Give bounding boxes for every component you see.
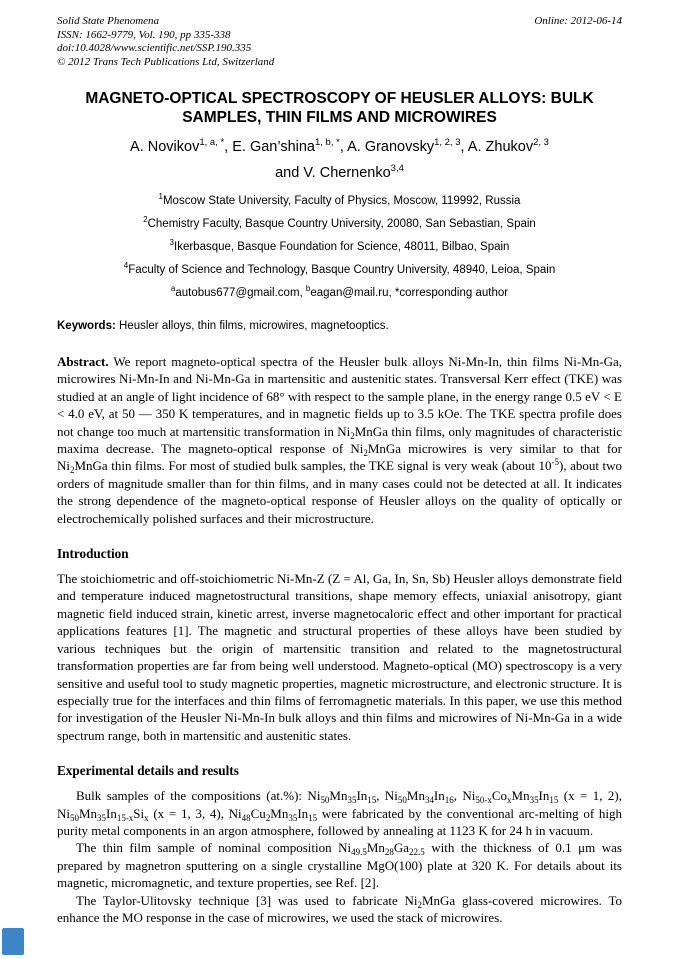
journal-header-left <box>57 15 274 69</box>
experimental-paragraph-1: Bulk samples of the compositions (at.%): $Ni_{50}Mn_{35}In_{15}$, $Ni_{50}Mn_{34}In_{16}$, $Ni_{50-x}Co_xMn_{35}In_{15}$ (x = 1, 2), $Ni_{50}Mn_{35}In_{15-x}Si_x$ (x = 1, 3, 4), $Ni_{48}Cu_2Mn_{35}In_{15}$ were fabricated by the conventional arc-melting of high purity metal components in an argon atmosphere, followed by annealing at 1123 K for 24 h in vacuum. <box>57 788 623 838</box>
authors-line-2: and V. Chernenko$^{3,4}$ <box>275 163 404 181</box>
authors-block <box>57 134 622 186</box>
section-heading-experimental: Experimental details and results <box>57 763 239 779</box>
doi-line: doi:10.4028/www.scientific.net/SSP.190.335 <box>57 42 252 54</box>
copyright-line: © 2012 Trans Tech Publications Ltd, Switzerland <box>57 55 275 68</box>
experimental-paragraph-3: The Taylor-Ulitovsky technique [3] was used to fabricate $Ni_2MnGa$ glass-covered microwires. To enhance the MO response in the case of microwires, we used the stack of microwires. <box>57 892 622 925</box>
journal-header <box>57 15 622 69</box>
affiliation-2: $^2$Chemistry Faculty, Basque Country University, 20080, San Sebastian, Spain <box>143 215 536 230</box>
affiliation-3: $^3$Ikerbasque, Basque Foundation for Science, 48011, Bilbao, Spain <box>169 238 510 253</box>
abstract-paragraph: Abstract. We report magneto-optical spectra of the Heusler bulk alloys Ni-Mn-In, thin films Ni-Mn-Ga, microwires Ni-Mn-In and Ni-Mn-Ga in martensitic and austenitic states. Transversal Kerr effect (TKE) was studied at an angle of light incidence of 68° with respect to the sample plane, in the energy range 0.5 eV < E < 4.0 eV, at 50 — 350 K temperatures, and in magnetic fields up to 3.5 kOe. The TKE spectra profile does not change too much at martensitic transformation in $Ni_2MnGa$ thin films, only magnitudes of characteristic maxima decrease. The magneto-optical response of $Ni_2MnGa$ microwires is very similar to that for $Ni_2MnGa$ thin films. For most of studied bulk samples, the TKE signal is very weak (about $10^{-5}$), about two orders of magnitude smaller than for thin films, and in many cases could not be detected at all. It indicates the strong dependence of the magneto-optical response of Heusler alloys on the quality of optically or electrochemically polished surfaces and their microstructure. <box>57 354 622 526</box>
online-date: Online: 2012-06-14 <box>534 15 622 27</box>
authors-line-1: A. Novikov$^{1, a, *}$, E. Gan’shina$^{1, b, *}$, A. Granovsky$^{1, 2, 3}$, A. Zhukov$^{2, 3}$ <box>130 137 549 155</box>
affiliation-1: $^1$Moscow State University, Faculty of Physics, Moscow, 119992, Russia <box>158 192 521 207</box>
affiliation-4: $^4$Faculty of Science and Technology, Basque Country University, 48940, Leioa, Spain <box>123 261 556 276</box>
keywords-line: Keywords: Heusler alloys, thin films, microwires, magnetooptics. <box>57 320 389 332</box>
corner-badge-icon <box>2 928 24 955</box>
paper-title: MAGNETO-OPTICAL SPECTROSCOPY OF HEUSLER ALLOYS: BULK SAMPLES, THIN FILMS AND MICROWIRES <box>85 90 594 126</box>
author-emails: $^a$autobus677@gmail.com, $^b$eagan@mail.ru, *corresponding author <box>170 284 509 299</box>
affiliations-block <box>57 190 622 305</box>
experimental-paragraph-2: The thin film sample of nominal composition $Ni_{49.5}Mn_{28}Ga_{22.5}$ with the thickness of 0.1 μm was prepared by magnetron sputtering on a single crystalline MgO(100) plate at 320 K. For details about its magnetic, micromagnetic, and texture properties, see Ref. [2]. <box>57 840 622 891</box>
issn-volume-pages: ISSN: 1662-9779, Vol. 190, pp 335-338 <box>57 28 231 41</box>
journal-name: Solid State Phenomena <box>57 15 160 27</box>
introduction-paragraph: The stoichiometric and off-stoichiometric Ni-Mn-Z (Z = Al, Ga, In, Sn, Sb) Heusler alloys demonstrate field and temperature induced magnetostructural transitions, shape memory effects, uniaxial anisotropy, giant magnetic field induced strain, kinetic arrest, inverse magnetocaloric effect and other important for practical applications features [1]. The magnetic and structural properties of these alloys have been studied by various techniques but the origin of martensitic transition and related to the magnetostructural transformation properties are far from being well understood. Magneto-optical (MO) spectroscopy is a very sensitive and useful tool to study magnetic properties, magnetic microstructure, and electronic structure. It is especially true for the interfaces and thin films of ferromagnetic materials. In this paper, we use this method for investigation of the Heusler Ni-Mn-In bulk alloys and thin films and microwires of Ni-Mn-Ga in a wide spectrum range, both in martensitic and austenitic states. <box>57 571 622 743</box>
section-heading-introduction: Introduction <box>57 546 129 562</box>
